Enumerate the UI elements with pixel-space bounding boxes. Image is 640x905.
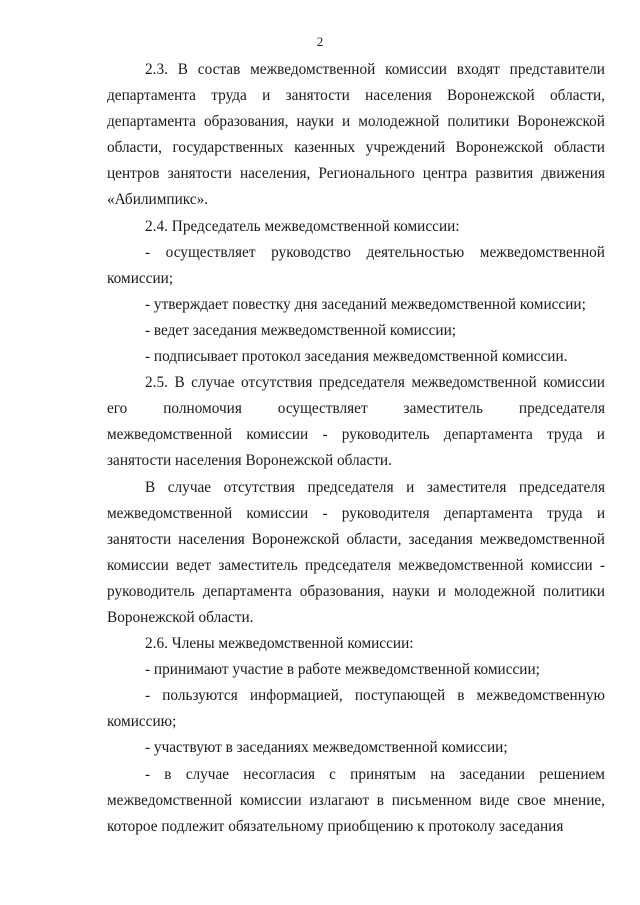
paragraph-2-5: 2.5. В случае отсутствия председателя межведомственной комиссии его полномочия осуществляет заместитель председателя межведомственной комиссии - руководитель департамента труда и занятости населения Воронежской области. (107, 374, 605, 470)
list-item: - осуществляет руководство деятельностью межведомственной комиссии; (107, 243, 605, 287)
list-item: - подписывает протокол заседания межведомственной комиссии. (145, 348, 568, 366)
page-number: 2 (316, 34, 324, 49)
paragraph-2-6: 2.6. Члены межведомственной комиссии: (145, 635, 414, 653)
list-item: - принимают участие в работе межведомственной комиссии; (145, 661, 540, 679)
list-item: - утверждает повестку дня заседаний межведомственной комиссии; (145, 295, 586, 313)
paragraph-2-3: 2.3. В состав межведомственной комиссии входят представители департамента труда и занятости населения Воронежской области, департамента образования, науки и молодежной политики Воронежской области, государственных казенных учреждений Воронежской области центров занятости населения, Регионального центра развития движения «Абилимпикс». (107, 61, 605, 209)
list-item: - ведет заседания межведомственной комиссии; (145, 321, 457, 339)
list-item: - участвуют в заседаниях межведомственной комиссии; (145, 739, 508, 757)
list-item: - пользуются информацией, поступающей в межведомственную комиссию; (107, 687, 605, 731)
document-body (107, 57, 605, 840)
paragraph-2-4: 2.4. Председатель межведомственной комиссии: (145, 217, 460, 235)
list-item: - в случае несогласия с принятым на заседании решением межведомственной комиссии излагают в письменном виде свое мнение, которое подлежит обязательному приобщению к протоколу заседания (107, 765, 605, 835)
paragraph-2-5-continuation: В случае отсутствия председателя и заместителя председателя межведомственной комиссии - руководителя департамента труда и занятости населения Воронежской области, заседания межведомственной комиссии ведет заместитель председателя межведомственной комиссии - руководитель департамента образования, науки и молодежной политики Воронежской области. (107, 478, 605, 626)
